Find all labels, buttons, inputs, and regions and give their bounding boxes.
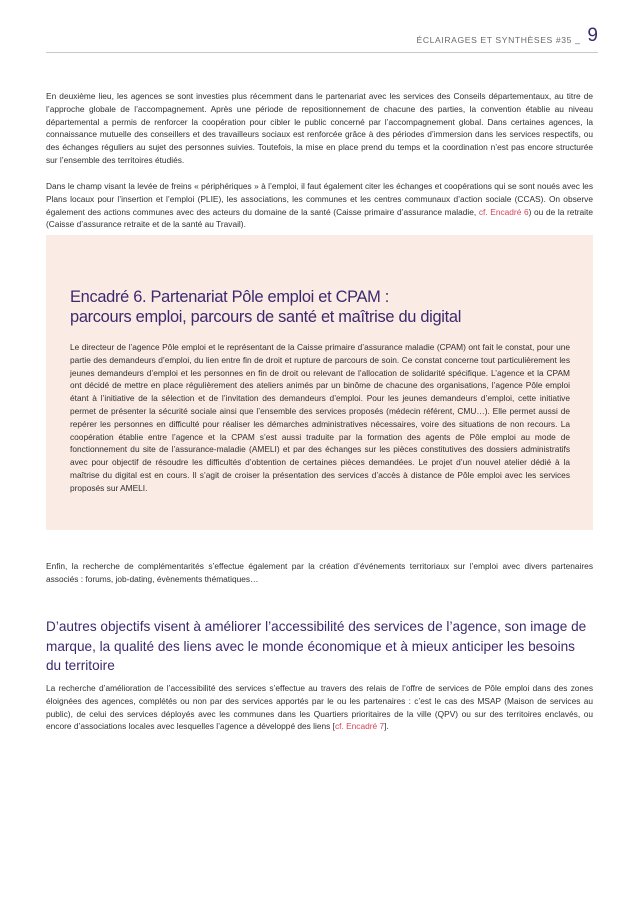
encadre-6-box [46, 235, 593, 530]
paragraph-conseils-departementaux: En deuxième lieu, les agences se sont investies plus récemment dans le partenariat avec les services des Conseils départementaux, au titre de l’approche globale de l’accompagnement. Après une période de repositionnement de chacune des parties, la convention établie au niveau départemental a permis de renforcer la coopération pour cibler le public concerné par l’accompagnement global. Dans certaines agences, la connaissance mutuelle des conseillers et des travailleurs sociaux est renforcée grâce à des périodes d’immersion dans les services respectifs, ou des échanges réguliers au sujet des personnes suivies. Toutefois, la mise en place prend du temps et la coordination n’est pas encore structurée sur l’ensemble des territoires étudiés. [46, 91, 593, 165]
paragraph-freins-peripheriques [46, 180, 593, 231]
encadre-6-title-line: parcours emploi, parcours de santé et maîtrise du digital [70, 308, 462, 326]
paragraph-complementarites: Enfin, la recherche de complémentarités s’effectue également par la création d’événements territoriaux sur l’emploi avec divers partenaires associés : forums, job-dating, évènements thématiques… [46, 561, 593, 584]
section-heading: D’autres objectifs visent à améliorer l’accessibilité des services de l’agence, son image de marque, la qualité des liens avec le monde économique et à mieux anticiper les besoins du territoire [46, 619, 587, 673]
page-number: 9 [587, 25, 598, 46]
encadre-6-title [70, 287, 590, 327]
paragraph-text: ) ou de la retraite (Caisse d’assurance retraite et de la santé au Travail). [46, 206, 593, 230]
paragraph-text: ]. [384, 721, 389, 732]
header-separator: _ [574, 34, 580, 44]
paragraph-accessibilite [46, 682, 593, 733]
page-header [46, 22, 598, 53]
paragraph-text: Dans le champ visant la levée de freins « périphériques » à l’emploi, il faut également citer les échanges et coopérations qui se sont noués avec les Plans locaux pour l’insertion et l’emploi (PLIE), les associations, les communes et les centres communaux d’action sociale (CCAS). On observe également des actions communes avec des acteurs du domaine de la santé (Caisse primaire d’assurance maladie, [46, 181, 593, 217]
encadre-6-link[interactable]: cf. Encadré 6 [478, 206, 529, 217]
encadre-7-link[interactable]: cf. Encadré 7 [334, 721, 385, 732]
encadre-6-body: Le directeur de l’agence Pôle emploi et le représentant de la Caisse primaire d’assurance maladie (CPAM) ont fait le constat, pour une partie des demandeurs d’emploi, du lien entre fin de droit et rupture de parcours de soin. Ce constat concerne tout particulièrement les jeunes demandeurs d’emploi et les personnes en fin de droit ou relevant de l’allocation de solidarité spécifique. L’agence et la CPAM ont décidé de mettre en place régulièrement des ateliers animés par un binôme de chacune des organisations, l’agence Pôle emploi étant à l’initiative de la sélection et de l’invitation des demandeurs d’emploi. Pour les jeunes demandeurs d’emploi, cette initiative permet de présenter la sécurité sociale ainsi que l’ensemble des services proposés (médecin référent, CMU…). Elle permet aussi de repérer les personnes en difficulté pour réaliser les démarches administratives nécessaires, voire des situations de non recours. La coopération établie entre l’agence et la CPAM s’est aussi traduite par la formation des agents de Pôle emploi au mode de fonctionnement du site de l’assurance-maladie (AMELI) et par des échanges sur les pièces constitutives des dossiers administratifs avec pour objectif de résoudre les difficultés d’obtention de certaines pièces demandées. Le projet d’un nouvel atelier dédié à la maîtrise du digital est en cours. Il s’agit de croiser la présentation des services d’accès à distance de Pôle emploi avec les services proposés sur AMELI. [70, 342, 570, 493]
running-title: ÉCLAIRAGES ET SYNTHÈSES #35 [416, 35, 572, 45]
encadre-6-title-line: Encadré 6. Partenariat Pôle emploi et CPAM : [70, 288, 390, 306]
paragraph-text: La recherche d’amélioration de l’accessibilité des services s’effectue au travers des relais de l’offre de services de Pôle emploi dans des zones éloignées des agences, complétés ou non par des services apportés par le ou les partenaires : c’est le cas des MSAP (Maison de services au public), de celui des services déployés avec les communes dans les Quartiers prioritaires de la ville (QPV) ou sur des territoires enclavés, ou encore d’associations locales avec lesquelles l’agence a développé des liens [ [46, 683, 593, 732]
